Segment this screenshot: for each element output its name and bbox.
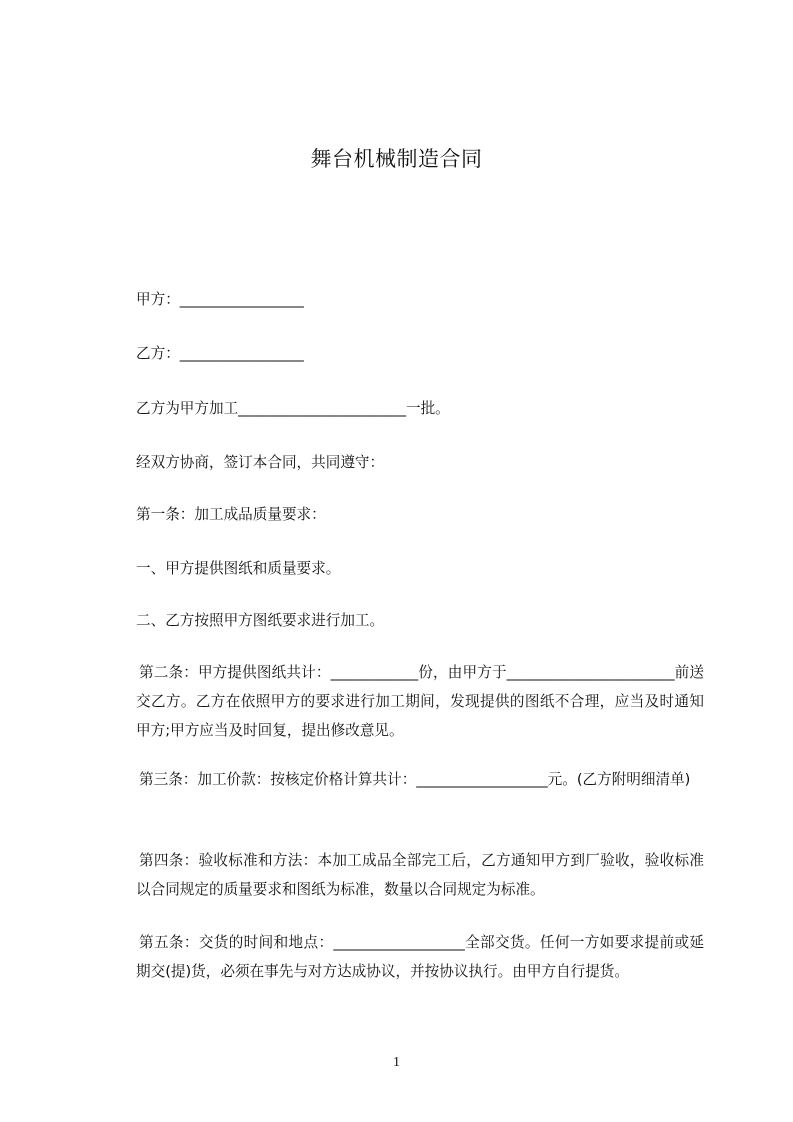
consensus-line: 经双方协商，签订本合同，共同遵守： — [136, 454, 385, 471]
article1-heading: 第一条：加工成品质量要求： — [136, 506, 326, 523]
document-title: 舞台机械制造合同 — [310, 147, 483, 171]
party-b-line: 乙方：_________________ — [136, 345, 304, 362]
article2-paragraph: 第二条：甲方提供图纸共计：____________份，由甲方于_______________________前送交乙方。乙方在依照甲方的要求进行加工期间，发现提供的图纸不合理，应当及时通知甲方;甲方应当及时回复，提出修改意见。 — [136, 664, 704, 739]
article4-paragraph: 第四条：验收标准和方法：本加工成品全部完工后，乙方通知甲方到厂验收，验收标准以合同规定的质量要求和图纸为标准，数量以合同规定为标准。 — [136, 852, 704, 898]
article3-paragraph: 第三条：加工价款：按核定价格计算共计：__________________元。(乙方附明细清单) — [139, 771, 691, 788]
article5-paragraph: 第五条：交货的时间和地点：__________________全部交货。任何一方如要求提前或延期交(提)货，必须在事先与对方达成协议，并按协议执行。由甲方自行提货。 — [136, 934, 704, 980]
article1-item1: 一、甲方提供图纸和质量要求。 — [136, 560, 341, 577]
party-a-line: 甲方：_________________ — [136, 291, 304, 308]
processing-line: 乙方为甲方加工_______________________一批。 — [136, 400, 450, 417]
article1-item2: 二、乙方按照甲方图纸要求进行加工。 — [136, 612, 385, 629]
page-number: 1 — [393, 1055, 400, 1070]
